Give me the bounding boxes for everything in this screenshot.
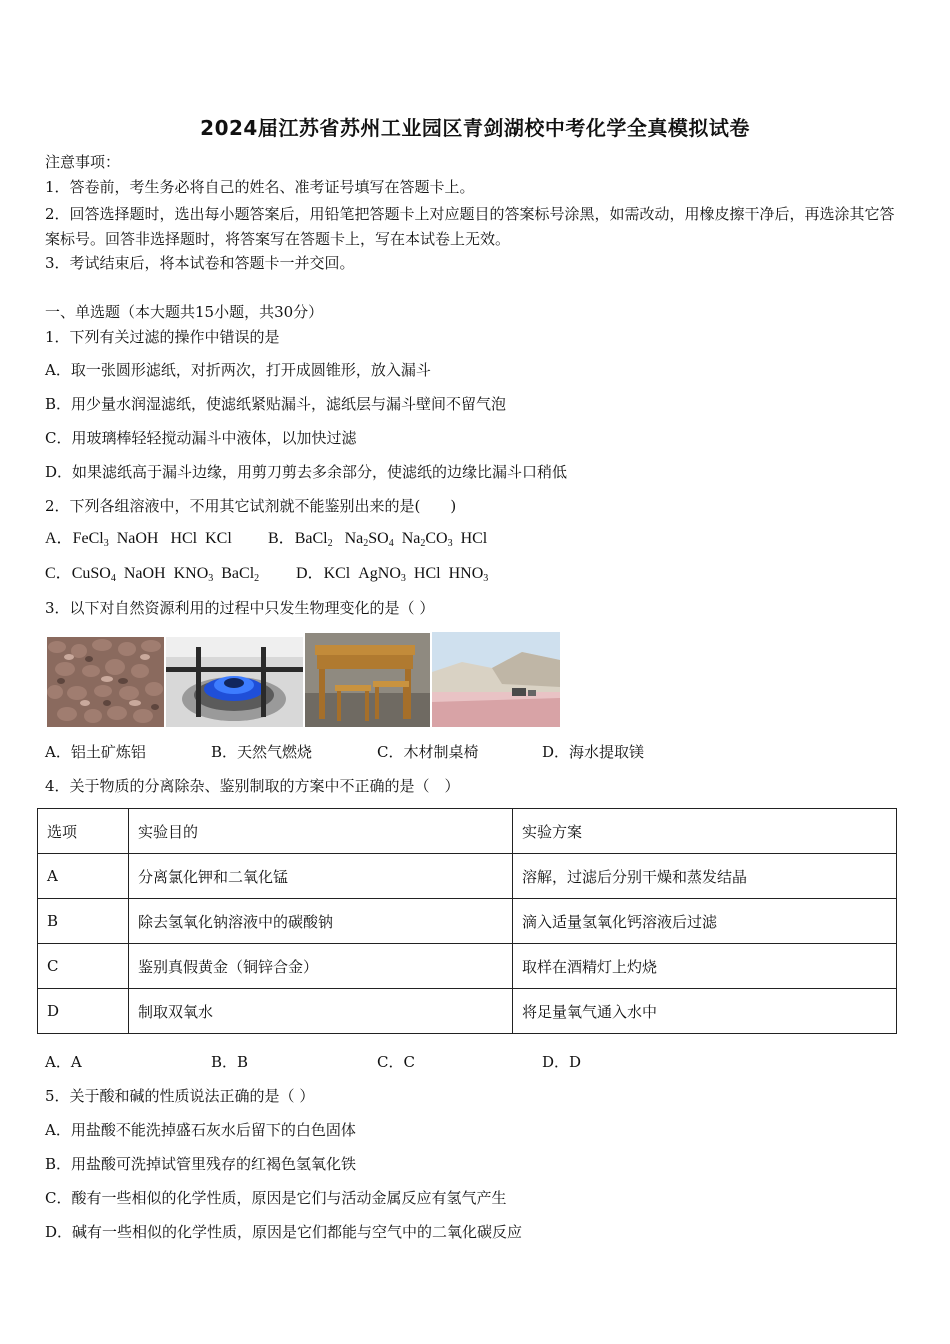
table-cell: 制取双氧水 xyxy=(129,989,513,1034)
notice-item-1: 1．答卷前，考生务必将自己的姓名、准考证号填写在答题卡上。 xyxy=(45,178,475,196)
table-cell: 滴入适量氢氧化钙溶液后过滤 xyxy=(513,899,897,944)
q1-option-d[interactable]: D．如果滤纸高于漏斗边缘，用剪刀剪去多余部分，使滤纸的边缘比漏斗口稍低 xyxy=(45,463,568,481)
table-cell: 溶解，过滤后分别干燥和蒸发结晶 xyxy=(513,854,897,899)
q5-stem: 5．关于酸和碱的性质说法正确的是（ ） xyxy=(45,1087,315,1105)
formula: KCl xyxy=(205,530,232,547)
gas-flame-photo xyxy=(166,637,303,727)
q3-option-b[interactable]: B．天然气燃烧 xyxy=(211,743,313,761)
table-cell: D xyxy=(38,989,129,1034)
subscript: 2 xyxy=(254,573,260,584)
formula: HCl xyxy=(460,530,488,547)
table-cell: 取样在酒精灯上灼烧 xyxy=(513,944,897,989)
table-cell: A xyxy=(38,854,129,899)
table-header-cell: 实验目的 xyxy=(129,809,513,854)
subscript: 2 xyxy=(420,538,426,549)
q1-option-c[interactable]: C．用玻璃棒轻轻搅动漏斗中液体，以加快过滤 xyxy=(45,429,357,447)
q3-stem: 3．以下对自然资源利用的过程中只发生物理变化的是（ ） xyxy=(45,599,435,617)
subscript: 2 xyxy=(363,538,369,549)
formula: HCl xyxy=(413,565,441,582)
formula: CO xyxy=(425,530,448,547)
q4-option-c[interactable]: C．C xyxy=(377,1053,415,1071)
formula: NaOH xyxy=(116,530,159,547)
q4-stem: 4．关于物质的分离除杂、鉴别制取的方案中不正确的是（ ） xyxy=(45,777,460,795)
formula: HCl xyxy=(170,530,198,547)
table-cell: 将足量氧气通入水中 xyxy=(513,989,897,1034)
q2-option-c[interactable] xyxy=(45,564,259,584)
table-header-row xyxy=(38,809,897,854)
subscript: 3 xyxy=(447,538,453,549)
formula: Na xyxy=(344,530,364,547)
formula: KNO xyxy=(173,565,209,582)
q5-option-d[interactable]: D．碱有一些相似的化学性质，原因是它们都能与空气中的二氧化碳反应 xyxy=(45,1223,523,1241)
notice-item-3: 3．考试结束后，将本试卷和答题卡一并交回。 xyxy=(45,254,355,272)
table-row xyxy=(38,854,897,899)
q2-option-d[interactable] xyxy=(296,564,488,584)
formula: NaOH xyxy=(123,565,166,582)
option-label: C． xyxy=(45,565,72,582)
option-label: B． xyxy=(268,530,295,547)
table-header-cell: 选项 xyxy=(38,809,129,854)
table-row xyxy=(38,899,897,944)
table-cell: 除去氢氧化钠溶液中的碳酸钠 xyxy=(129,899,513,944)
q5-option-b[interactable]: B．用盐酸可洗掉试管里残存的红褐色氢氧化铁 xyxy=(45,1155,357,1173)
subscript: 3 xyxy=(103,538,109,549)
table-cell: C xyxy=(38,944,129,989)
option-label: A． xyxy=(45,530,73,547)
option-label: D． xyxy=(296,565,324,582)
subscript: 3 xyxy=(483,573,489,584)
formula: FeCl xyxy=(72,530,104,547)
formula: HNO xyxy=(448,565,484,582)
q5-option-c[interactable]: C．酸有一些相似的化学性质，原因是它们与活动金属反应有氢气产生 xyxy=(45,1189,507,1207)
page-title: 2024届江苏省苏州工业园区青剑湖校中考化学全真模拟试卷 xyxy=(200,116,750,140)
q2-option-b[interactable] xyxy=(268,529,487,549)
formula: BaCl xyxy=(221,565,255,582)
table-header-cell: 实验方案 xyxy=(513,809,897,854)
q1-stem: 1．下列有关过滤的操作中错误的是 xyxy=(45,328,280,346)
q5-option-a[interactable]: A．用盐酸不能洗掉盛石灰水后留下的白色固体 xyxy=(45,1121,356,1139)
notice-item-2: 2．回答选择题时，选出每小题答案后，用铅笔把答题卡上对应题目的答案标号涂黑，如需改动，用橡皮擦干净后，再选涂其它答案标号。回答非选择题时，将答案写在答题卡上，写在本试卷上无效。 xyxy=(45,205,895,248)
q3-option-a[interactable]: A．铝土矿炼铝 xyxy=(45,743,146,761)
table-row xyxy=(38,989,897,1034)
formula: CuSO xyxy=(71,565,111,582)
formula: BaCl xyxy=(294,530,328,547)
q4-option-a[interactable]: A．A xyxy=(45,1053,82,1071)
table-cell: 鉴别真假黄金（铜锌合金） xyxy=(129,944,513,989)
q4-table xyxy=(37,808,897,1034)
q2-stem: 2．下列各组溶液中，不用其它试剂就不能鉴别出来的是( ) xyxy=(45,497,457,515)
subscript: 4 xyxy=(110,573,116,584)
subscript: 3 xyxy=(208,573,214,584)
table-cell: 分离氯化钾和二氧化锰 xyxy=(129,854,513,899)
table-row xyxy=(38,944,897,989)
q3-option-d[interactable]: D．海水提取镁 xyxy=(542,743,645,761)
seawater-photo xyxy=(432,632,560,727)
section-heading: 一、单选题（本大题共15小题，共30分） xyxy=(45,303,324,321)
bauxite-photo xyxy=(47,637,164,727)
desk-chairs-photo xyxy=(305,633,430,727)
q1-option-b[interactable]: B．用少量水润湿滤纸，使滤纸紧贴漏斗，滤纸层与漏斗壁间不留气泡 xyxy=(45,395,507,413)
q1-option-a[interactable]: A．取一张圆形滤纸，对折两次，打开成圆锥形，放入漏斗 xyxy=(45,361,431,379)
notice-heading: 注意事项： xyxy=(45,153,121,171)
formula: Na xyxy=(401,530,421,547)
formula: KCl xyxy=(323,565,351,582)
q3-option-c[interactable]: C．木材制桌椅 xyxy=(377,743,479,761)
formula: SO xyxy=(368,530,389,547)
q2-option-a[interactable] xyxy=(45,529,232,549)
subscript: 3 xyxy=(400,573,406,584)
subscript: 4 xyxy=(388,538,394,549)
subscript: 2 xyxy=(327,538,333,549)
q4-option-b[interactable]: B．B xyxy=(211,1053,249,1071)
q4-option-d[interactable]: D．D xyxy=(542,1053,582,1071)
table-cell: B xyxy=(38,899,129,944)
formula: AgNO xyxy=(358,565,401,582)
